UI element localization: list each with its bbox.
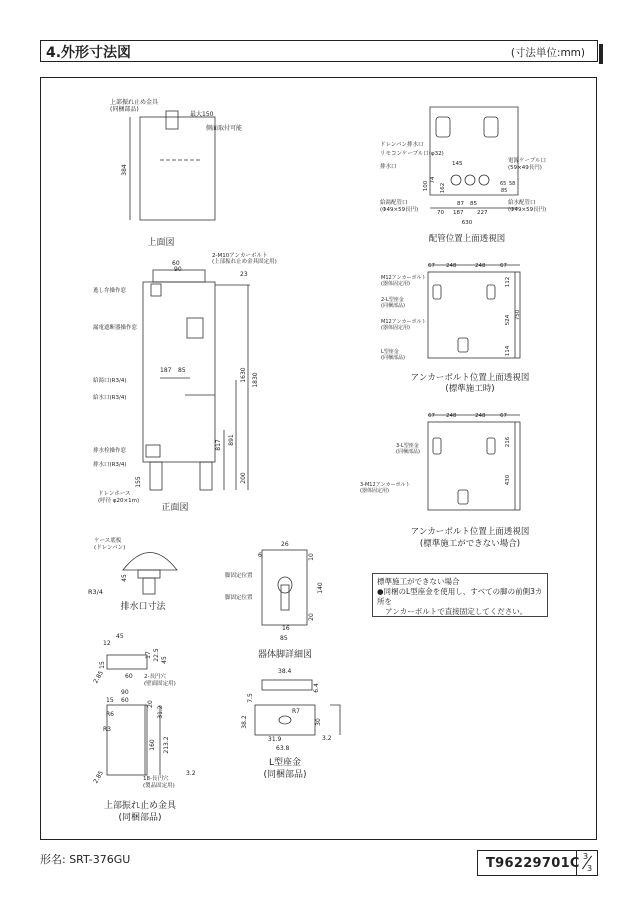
anchor1-dim: 114: [505, 345, 511, 357]
anchor1-dim: 248: [475, 263, 486, 269]
anchor2-subtitle: (標準施工ができない場合): [419, 539, 521, 549]
bracket-dim: 2.85: [92, 769, 106, 785]
bracket-label: 2-長円穴: [144, 674, 166, 680]
top-view-dim: 384: [121, 164, 128, 176]
anchor1-dim: 67: [428, 263, 435, 269]
piping-dim: 65: [500, 181, 507, 187]
piping-dim: 162: [440, 182, 446, 194]
bracket-label: (壁面固定用): [144, 681, 176, 687]
note-line: アンカーボルトで直接固定してください。: [385, 607, 528, 616]
piping-dim: 85: [470, 201, 477, 207]
bracket-dim: 17: [145, 651, 152, 659]
section-title: 4.外形寸法図: [46, 45, 132, 61]
bracket-dim: 20: [147, 700, 154, 708]
anchor1-label: 2-L型座金: [381, 297, 404, 303]
bracket-dim: R6: [106, 711, 114, 718]
installation-note: [372, 573, 548, 617]
bracket-dim: 213.2: [163, 736, 170, 754]
anchor2-label: 3-L型座金: [396, 443, 419, 449]
page-number: 3: [583, 852, 589, 861]
lplate-dim: 7.5: [247, 693, 254, 703]
anchor2-dim: 248: [475, 413, 486, 419]
piping-label: リモコンケーブル口(φ32): [380, 151, 444, 157]
front-view-label: (上部振れ止め金具固定用): [212, 259, 277, 265]
bracket-dim: 2.85: [92, 669, 106, 685]
document-number-box: [477, 850, 598, 876]
lplate-dim: R7: [292, 708, 300, 715]
front-view-label: 漏電遮断器操作窓: [93, 325, 138, 331]
front-view-label: (呼径 φ20×1m): [98, 498, 140, 504]
foot-title: 器体脚詳細図: [257, 650, 313, 660]
lplate-dim: 38.2: [241, 715, 248, 729]
front-view-dim: 187: [160, 367, 172, 374]
drain-label: R3/4: [88, 588, 103, 596]
foot-dim: 10: [308, 553, 315, 561]
foot-dim: 26: [281, 541, 289, 548]
drain-dim: 45: [121, 574, 128, 582]
front-view-label: ドレンホース: [98, 491, 131, 497]
piping-label: 電源ケーブル口: [508, 158, 547, 164]
piping-dim: 187: [453, 210, 464, 216]
anchor2-label: (同梱部品): [396, 449, 420, 455]
anchor1-title: アンカーボルト位置上面透視図: [410, 373, 530, 383]
bracket-dim: 15: [106, 697, 114, 704]
piping-label: 排水口: [380, 164, 397, 170]
front-view-dim: 90: [174, 266, 182, 273]
foot-label: 脚固定位置: [225, 573, 253, 579]
lplate-subtitle: (同梱部品): [263, 770, 307, 780]
piping-dim: 58: [509, 181, 516, 187]
model-name: 形名: SRT-376GU: [40, 853, 131, 866]
anchor2-label: (器体固定用): [360, 488, 389, 494]
anchor1-label: (器体固定用): [381, 325, 410, 331]
anchor2-dim: 67: [500, 413, 507, 419]
bracket-dim: 45: [116, 633, 124, 640]
page-total: 3: [587, 864, 593, 873]
top-view-bracket: [166, 111, 178, 129]
front-view-dim: 23: [240, 271, 248, 278]
piping-dim: 227: [477, 210, 488, 216]
bracket-dim: 90: [121, 689, 129, 696]
lplate-dim: 31.9: [268, 736, 282, 743]
bracket-dim: 15: [99, 661, 106, 669]
top-view-label: 側面取付可能: [206, 125, 243, 132]
front-view-label: 2-M10アンカーボルト: [212, 253, 268, 259]
anchor1-label: M12アンカーボルト: [381, 319, 427, 325]
document-number: T96229701C: [486, 856, 580, 871]
anchor2-dim: 430: [505, 474, 511, 486]
foot-dim: 20: [308, 613, 315, 621]
piping-label: 給水配管口: [508, 200, 536, 206]
anchor1-label: L型座金: [381, 349, 399, 355]
bracket-dim: 60: [121, 697, 129, 704]
note-line: ●同梱のL型座金を使用し、すべての脚の前側3カ所を: [377, 587, 543, 606]
piping-dim: 630: [461, 220, 473, 226]
piping-dim: 87: [457, 201, 464, 207]
bracket-title: 上部振れ止め金具: [103, 801, 177, 811]
piping-dim: 70: [437, 210, 444, 216]
foot-label: 脚固定位置: [225, 595, 253, 601]
piping-label: (59×49長円): [508, 165, 542, 171]
piping-dim: 85: [501, 188, 508, 194]
bracket-dim: R3: [103, 726, 111, 733]
anchor1-dim: 750: [515, 309, 521, 321]
top-view-label: 上部振れ止め金具: [110, 99, 159, 106]
bracket-dim: 60: [125, 673, 133, 680]
anchor1-label: (器体固定用): [381, 281, 410, 287]
front-view-title: 正面図: [161, 503, 189, 513]
front-view-dim: 155: [135, 476, 142, 488]
piping-label: (Φ49×59長円): [380, 207, 419, 213]
anchor1-subtitle: (標準施工時): [445, 384, 495, 394]
front-view-label: 排水栓操作窓: [93, 448, 127, 454]
piping-title: 配管位置上面透視図: [428, 234, 506, 244]
lplate-dim: 6.4: [313, 683, 320, 693]
lplate-dim: 30: [315, 718, 322, 726]
bracket-subtitle: (同梱部品): [118, 813, 162, 823]
foot-dim: 140: [317, 582, 324, 594]
lplate-dim: 63.8: [276, 745, 290, 752]
anchor1-dim: 524: [505, 314, 511, 326]
bracket-dim: 3.2: [186, 770, 196, 777]
front-view-dim: 1830: [252, 372, 259, 388]
piping-dim: 100: [423, 180, 429, 192]
top-view-body: [140, 117, 215, 220]
anchor1-dim: 248: [446, 263, 457, 269]
lplate-title: L型座金: [268, 758, 302, 768]
drain-label: ケース底板: [94, 538, 122, 544]
unit-note: (寸法単位:mm): [510, 47, 585, 59]
anchor1-dim: 112: [505, 276, 511, 288]
bracket-label: (製品固定用): [143, 783, 175, 789]
foot-dim: 16: [282, 625, 290, 632]
drain-label: (ドレンパン): [94, 545, 126, 551]
front-view-dim: 200: [240, 472, 247, 484]
front-view-label: 給水口(R3/4): [93, 395, 127, 401]
anchor2-label: 3-M12アンカーボルト: [360, 482, 411, 488]
piping-dim: 74: [430, 176, 436, 184]
foot-detail-shape: [262, 550, 307, 625]
piping-label: ドレンパン排水口: [380, 142, 424, 148]
bracket-dim: 45: [161, 656, 168, 664]
foot-dim: 85: [280, 635, 288, 642]
anchor1-dim: 67: [500, 263, 507, 269]
bracket-label: 18-長円穴: [143, 776, 169, 782]
anchor1-label: (同梱部品): [381, 355, 405, 361]
anchor2-dim: 248: [446, 413, 457, 419]
front-view-dim: 891: [228, 434, 235, 446]
front-view-label: 給湯口(R3/4): [93, 378, 127, 384]
front-view-dim: 60: [172, 260, 180, 267]
top-view-label: 最大150: [190, 111, 214, 118]
anchor1-label: (同梱部品): [381, 303, 405, 309]
bracket-dim: 31.2: [157, 705, 164, 719]
piping-label: 給湯配管口: [380, 200, 408, 206]
front-view-dim: 1630: [240, 367, 247, 383]
piping-dim: 145: [452, 161, 463, 167]
anchor1-label: M12アンカーボルト: [381, 275, 427, 281]
drain-title: 排水口寸法: [120, 602, 166, 612]
lplate-dim: 3.2: [322, 735, 332, 742]
anchor2-title: アンカーボルト位置上面透視図: [410, 527, 530, 537]
top-view-title: 上面図: [147, 238, 175, 248]
bracket-dim: 12: [103, 640, 111, 647]
anchor-plan-alt-outline: [428, 422, 520, 510]
anchor2-dim: 67: [428, 413, 435, 419]
front-view-label: 逃し弁操作窓: [93, 288, 127, 294]
front-view-dim: 817: [215, 439, 222, 451]
page-indicator: [576, 851, 597, 875]
lplate-dim: 38.4: [278, 668, 292, 675]
front-view-label: 排水口(R3/4): [93, 462, 127, 468]
top-view-label: (同梱部品): [110, 106, 139, 113]
note-title: 標準施工ができない場合: [377, 577, 460, 586]
bracket-dim: 22.5: [153, 648, 160, 662]
bracket-dim: 160: [149, 739, 156, 751]
foot-dim: 6: [258, 552, 262, 559]
anchor2-dim: 216: [505, 436, 511, 448]
piping-label: (Φ49×59長円): [508, 207, 547, 213]
front-view-dim: 85: [178, 367, 186, 374]
